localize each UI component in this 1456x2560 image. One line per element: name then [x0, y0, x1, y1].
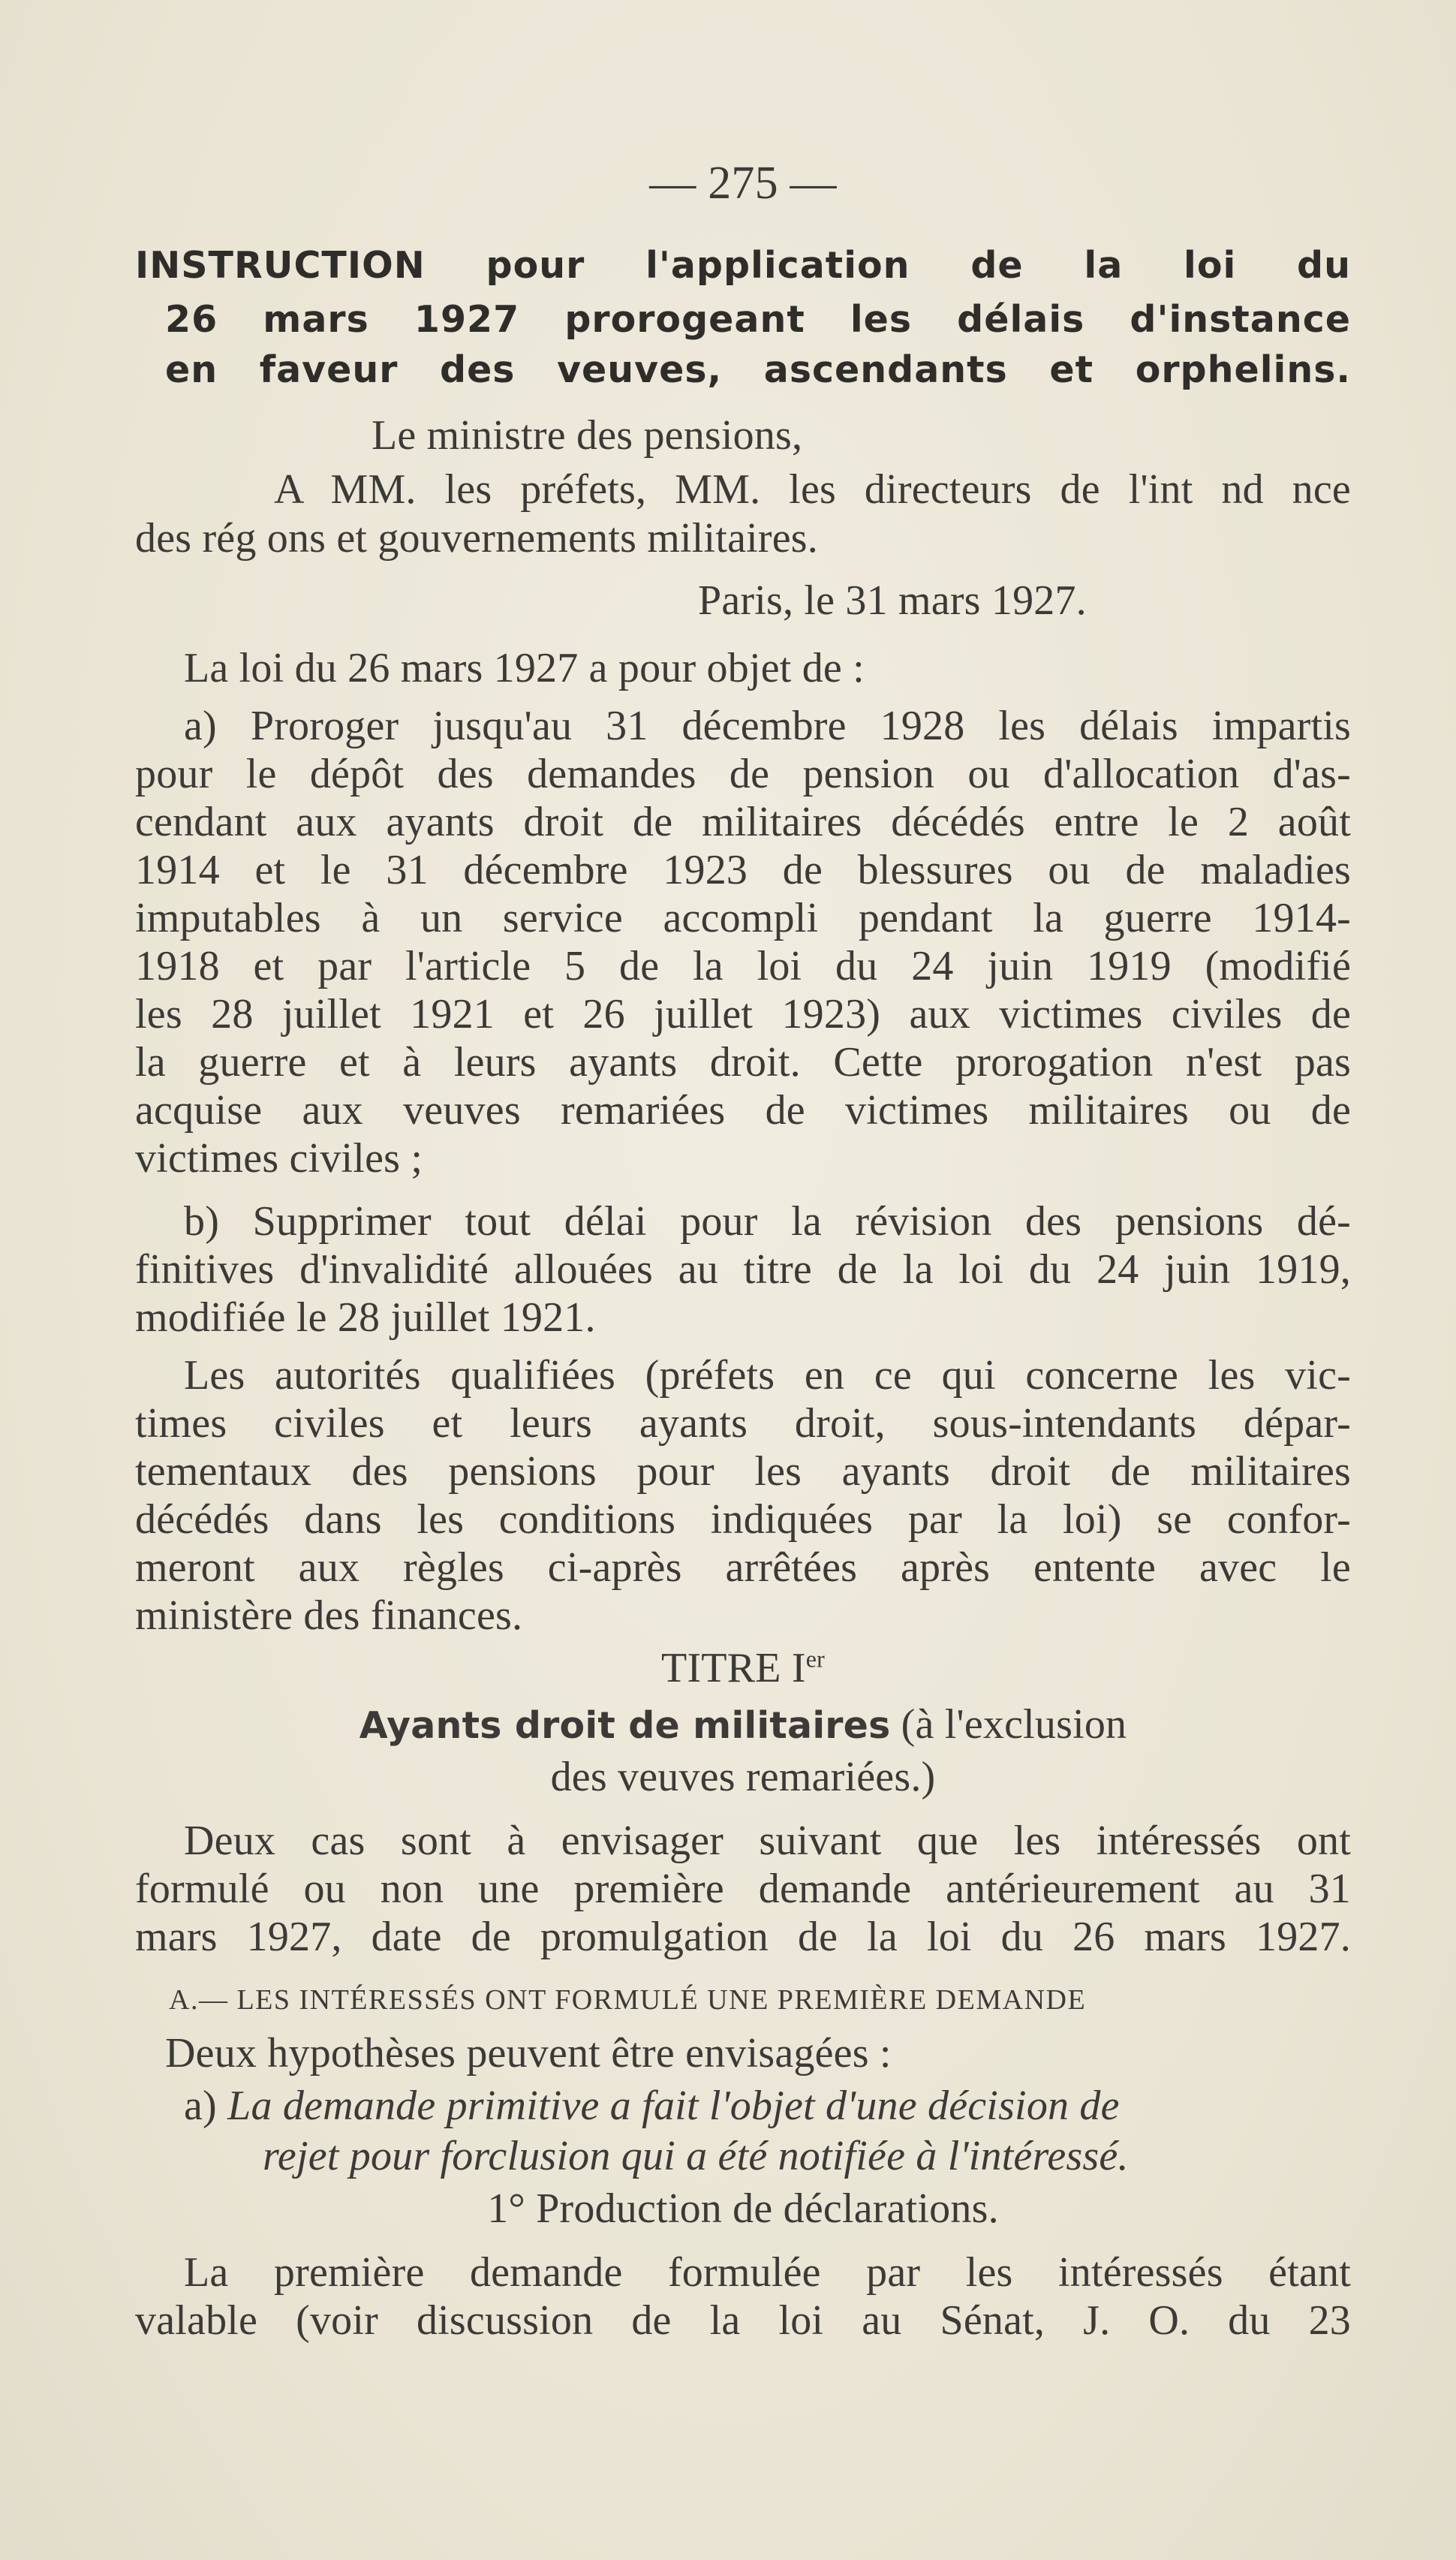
para-b-line: modifiée le 28 juillet 1921.: [135, 1294, 596, 1341]
date-line: Paris, le 31 mars 1927.: [698, 577, 1087, 624]
heading-line-1: INSTRUCTION pour l'application de la loi du: [135, 244, 1351, 287]
para-deux-cas-line: Deux cas sont à envisager suivant que les intéressés ont: [184, 1818, 1351, 1864]
para-a-line: la guerre et à leurs ayants droit. Cette prorogation n'est pas: [135, 1039, 1351, 1086]
para-autorites-line: décédés dans les conditions indiquées par la loi) se confor-: [135, 1496, 1351, 1543]
para-autorites-line: Les autorités qualifiées (préfets en ce qui concerne les vic-: [184, 1352, 1351, 1399]
case-a-label: a): [184, 2083, 217, 2129]
para-a-line: acquise aux veuves remariées de victimes militaires ou de: [135, 1087, 1351, 1134]
case-a-line-2: rejet pour forclusion qui a été notifiée à l'intéressé.: [263, 2133, 1129, 2179]
section-title-bold: Ayants droit de militaires: [359, 1704, 891, 1747]
hypotheses-line: Deux hypothèses peuvent être envisagées :: [165, 2030, 892, 2077]
address-line-2: des rég ons et gouvernements militaires.: [135, 515, 818, 562]
para-a-line: victimes civiles ;: [135, 1135, 423, 1182]
para-a-line: les 28 juillet 1921 et 26 juillet 1923) aux victimes civiles de: [135, 991, 1351, 1038]
para-a-line: cendant aux ayants droit de militaires décédés entre le 2 août: [135, 799, 1351, 845]
para-deux-cas-line: formulé ou non une première demande antérieurement au 31: [135, 1866, 1351, 1912]
titre-label: TITRE I: [661, 1645, 806, 1691]
titre-heading: [135, 1644, 1351, 1692]
section-a-heading: A.— LES INTÉRESSÉS ONT FORMULÉ UNE PREMIÈRE DEMANDE: [169, 1984, 1087, 2016]
section-title-rest: (à l'exclusion: [890, 1701, 1127, 1748]
sender-line: Le ministre des pensions,: [372, 412, 803, 459]
section-title-line-2: des veuves remariées.): [550, 1754, 936, 1800]
para-a-line: imputables à un service accompli pendant la guerre 1914-: [135, 895, 1351, 941]
para-a-line: 1918 et par l'article 5 de la loi du 24 juin 1919 (modifié: [135, 943, 1351, 989]
intro-paragraph: La loi du 26 mars 1927 a pour objet de :: [184, 645, 865, 691]
para-autorites-line: tementaux des pensions pour les ayants droit de militaires: [135, 1448, 1351, 1495]
heading-line-2: 26 mars 1927 prorogeant les délais d'instance: [165, 298, 1351, 341]
para-a-line: a) Proroger jusqu'au 31 décembre 1928 les délais impartis: [184, 703, 1351, 749]
page-number: — 275 —: [649, 158, 837, 209]
para-autorites-line: meront aux règles ci-après arrêtées après entente avec le: [135, 1544, 1351, 1591]
subhead-production: 1° Production de déclarations.: [487, 2185, 999, 2232]
para-last-line: La première demande formulée par les intéressés étant: [184, 2249, 1351, 2296]
heading-line-3: en faveur des veuves, ascendants et orphelins.: [165, 348, 1351, 391]
para-b-line: b) Supprimer tout délai pour la révision des pensions dé-: [184, 1198, 1351, 1245]
titre-superscript: er: [805, 1645, 825, 1673]
para-autorites-line: ministère des finances.: [135, 1592, 523, 1639]
case-a-line-1: [184, 2082, 1351, 2130]
para-a-line: pour le dépôt des demandes de pension ou d'allocation d'as-: [135, 751, 1351, 797]
para-autorites-line: times civiles et leurs ayants droit, sous-intendants dépar-: [135, 1400, 1351, 1447]
section-title-line-1: [135, 1700, 1351, 1748]
para-a-line: 1914 et le 31 décembre 1923 de blessures ou de maladies: [135, 847, 1351, 893]
para-b-line: finitives d'invalidité allouées au titre de la loi du 24 juin 1919,: [135, 1246, 1351, 1293]
address-line-1: A MM. les préfets, MM. les directeurs de l'int nd nce: [274, 466, 1351, 513]
para-last-line: valable (voir discussion de la loi au Sénat, J. O. du 23: [135, 2297, 1351, 2344]
case-a-text: La demande primitive a fait l'objet d'une décision de: [216, 2083, 1120, 2129]
para-deux-cas-line: mars 1927, date de promulgation de la loi du 26 mars 1927.: [135, 1914, 1351, 1960]
